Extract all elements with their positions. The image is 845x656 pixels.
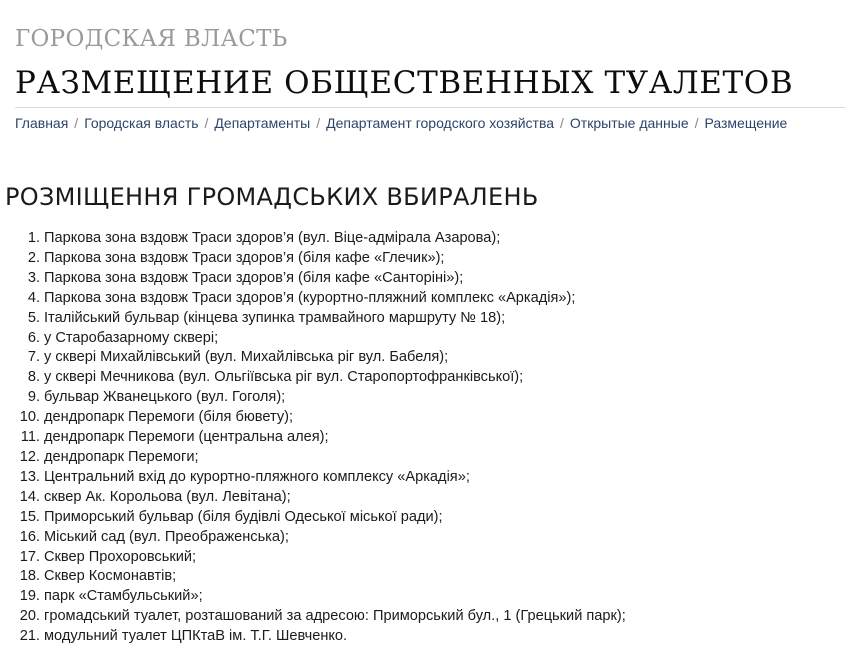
- breadcrumb-open-data[interactable]: Открытые данные: [569, 115, 689, 131]
- list-item-text: Приморський бульвар (біля будівлі Одеської міської ради);: [44, 508, 443, 525]
- list-item: [0, 607, 626, 627]
- list-item: [0, 587, 626, 607]
- list-item-number: 7.: [27, 349, 40, 366]
- breadcrumb-separator: /: [694, 115, 699, 131]
- list-item-number: 20.: [19, 608, 40, 625]
- list-item-number: 17.: [19, 548, 40, 565]
- list-item: [0, 428, 626, 448]
- breadcrumb-separator: /: [316, 115, 321, 131]
- breadcrumb-separator: /: [74, 115, 79, 131]
- list-item: [0, 567, 626, 587]
- list-item-text: Паркова зона вздовж Траси здоров’я (вул. Віце-адмірала Азарова);: [44, 230, 501, 246]
- list-item-text: сквер Ак. Корольова (вул. Левітана);: [44, 488, 291, 505]
- list-item-text: парк «Стамбульський»;: [44, 588, 203, 605]
- page-header: [15, 24, 845, 108]
- list-item-number: 21.: [19, 628, 40, 645]
- breadcrumb-home[interactable]: Главная: [15, 115, 69, 131]
- page-title: РАЗМЕЩЕНИЕ ОБЩЕСТВЕННЫХ ТУАЛЕТОВ: [15, 65, 794, 101]
- list-item-text: у сквері Мечникова (вул. Ольгіївська ріг вул. Старопортофранківської);: [44, 369, 524, 386]
- list-item: [0, 329, 626, 349]
- list-item-number: 10.: [19, 409, 40, 426]
- list-item: [0, 627, 626, 647]
- list-item: [0, 408, 626, 428]
- list-item: [0, 368, 626, 388]
- list-item: [0, 348, 626, 368]
- list-item-text: модульний туалет ЦПКтаВ ім. Т.Г. Шевченко.: [44, 628, 348, 645]
- list-item-number: 15.: [19, 508, 40, 525]
- list-item: [0, 269, 626, 289]
- title-divider: [15, 107, 845, 108]
- list-item-number: 3.: [27, 269, 40, 286]
- list-item-text: дендропарк Перемоги (центральна алея);: [44, 429, 329, 446]
- breadcrumb-city-authority[interactable]: Городская власть: [84, 115, 199, 131]
- list-item-text: Італійський бульвар (кінцева зупинка трамвайного маршруту № 18);: [44, 309, 506, 326]
- list-item-number: 19.: [19, 588, 40, 605]
- list-item: [0, 388, 626, 408]
- section-title[interactable]: ГОРОДСКАЯ ВЛАСТЬ: [15, 26, 288, 52]
- list-item-text: Паркова зона вздовж Траси здоров’я (біля кафе «Санторіні»);: [44, 269, 464, 286]
- list-item: [0, 448, 626, 468]
- list-item-number: 8.: [27, 369, 40, 386]
- list-item-number: 13.: [19, 468, 40, 485]
- list-item-number: 16.: [19, 528, 40, 545]
- list-item-number: 1.: [27, 230, 40, 246]
- toilet-list: [0, 229, 626, 647]
- list-item-text: у Старобазарному сквері;: [44, 329, 219, 346]
- list-item: [0, 468, 626, 488]
- list-item-text: бульвар Жванецького (вул. Гоголя);: [44, 389, 286, 406]
- content-heading: РОЗМІЩЕННЯ ГРОМАДСЬКИХ ВБИРАЛЕНЬ: [5, 183, 539, 211]
- list-item-number: 9.: [27, 389, 40, 406]
- list-item-number: 14.: [19, 488, 40, 505]
- list-item: [0, 229, 626, 249]
- list-item-text: громадський туалет, розташований за адресою: Приморський бул., 1 (Грецький парк);: [44, 608, 626, 625]
- list-item: [0, 289, 626, 309]
- list-item-text: Міський сад (вул. Преображенська);: [44, 528, 289, 545]
- list-item: [0, 309, 626, 329]
- list-item-number: 2.: [27, 249, 40, 266]
- breadcrumb-current[interactable]: Размещение: [704, 115, 788, 131]
- list-item: [0, 508, 626, 528]
- list-item: [0, 249, 626, 269]
- breadcrumb: [15, 114, 787, 132]
- list-item-text: Паркова зона вздовж Траси здоров’я (курортно-пляжний комплекс «Аркадія»);: [44, 289, 576, 306]
- list-item-text: Центральний вхід до курортно-пляжного комплексу «Аркадія»;: [44, 468, 470, 485]
- list-item-text: Сквер Космонавтів;: [44, 568, 177, 585]
- list-item-text: дендропарк Перемоги (біля бювету);: [44, 409, 294, 426]
- list-item-text: Сквер Прохоровський;: [44, 548, 197, 565]
- list-item-text: дендропарк Перемоги;: [44, 448, 199, 465]
- list-item-text: у сквері Михайлівський (вул. Михайлівська ріг вул. Бабеля);: [44, 349, 449, 366]
- list-item-number: 6.: [27, 329, 40, 346]
- list-item-number: 4.: [27, 289, 40, 306]
- list-item: [0, 528, 626, 548]
- breadcrumb-separator: /: [204, 115, 209, 131]
- breadcrumb-city-economy-department[interactable]: Департамент городского хозяйства: [326, 115, 555, 131]
- list-item-text: Паркова зона вздовж Траси здоров’я (біля кафе «Глечик»);: [44, 249, 445, 266]
- list-item-number: 12.: [19, 448, 40, 465]
- list-item-number: 11.: [20, 429, 40, 446]
- list-item: [0, 548, 626, 568]
- list-item-number: 5.: [27, 309, 40, 326]
- breadcrumb-departments[interactable]: Департаменты: [214, 115, 311, 131]
- list-item: [0, 488, 626, 508]
- breadcrumb-separator: /: [560, 115, 564, 131]
- list-item-number: 18.: [19, 568, 40, 585]
